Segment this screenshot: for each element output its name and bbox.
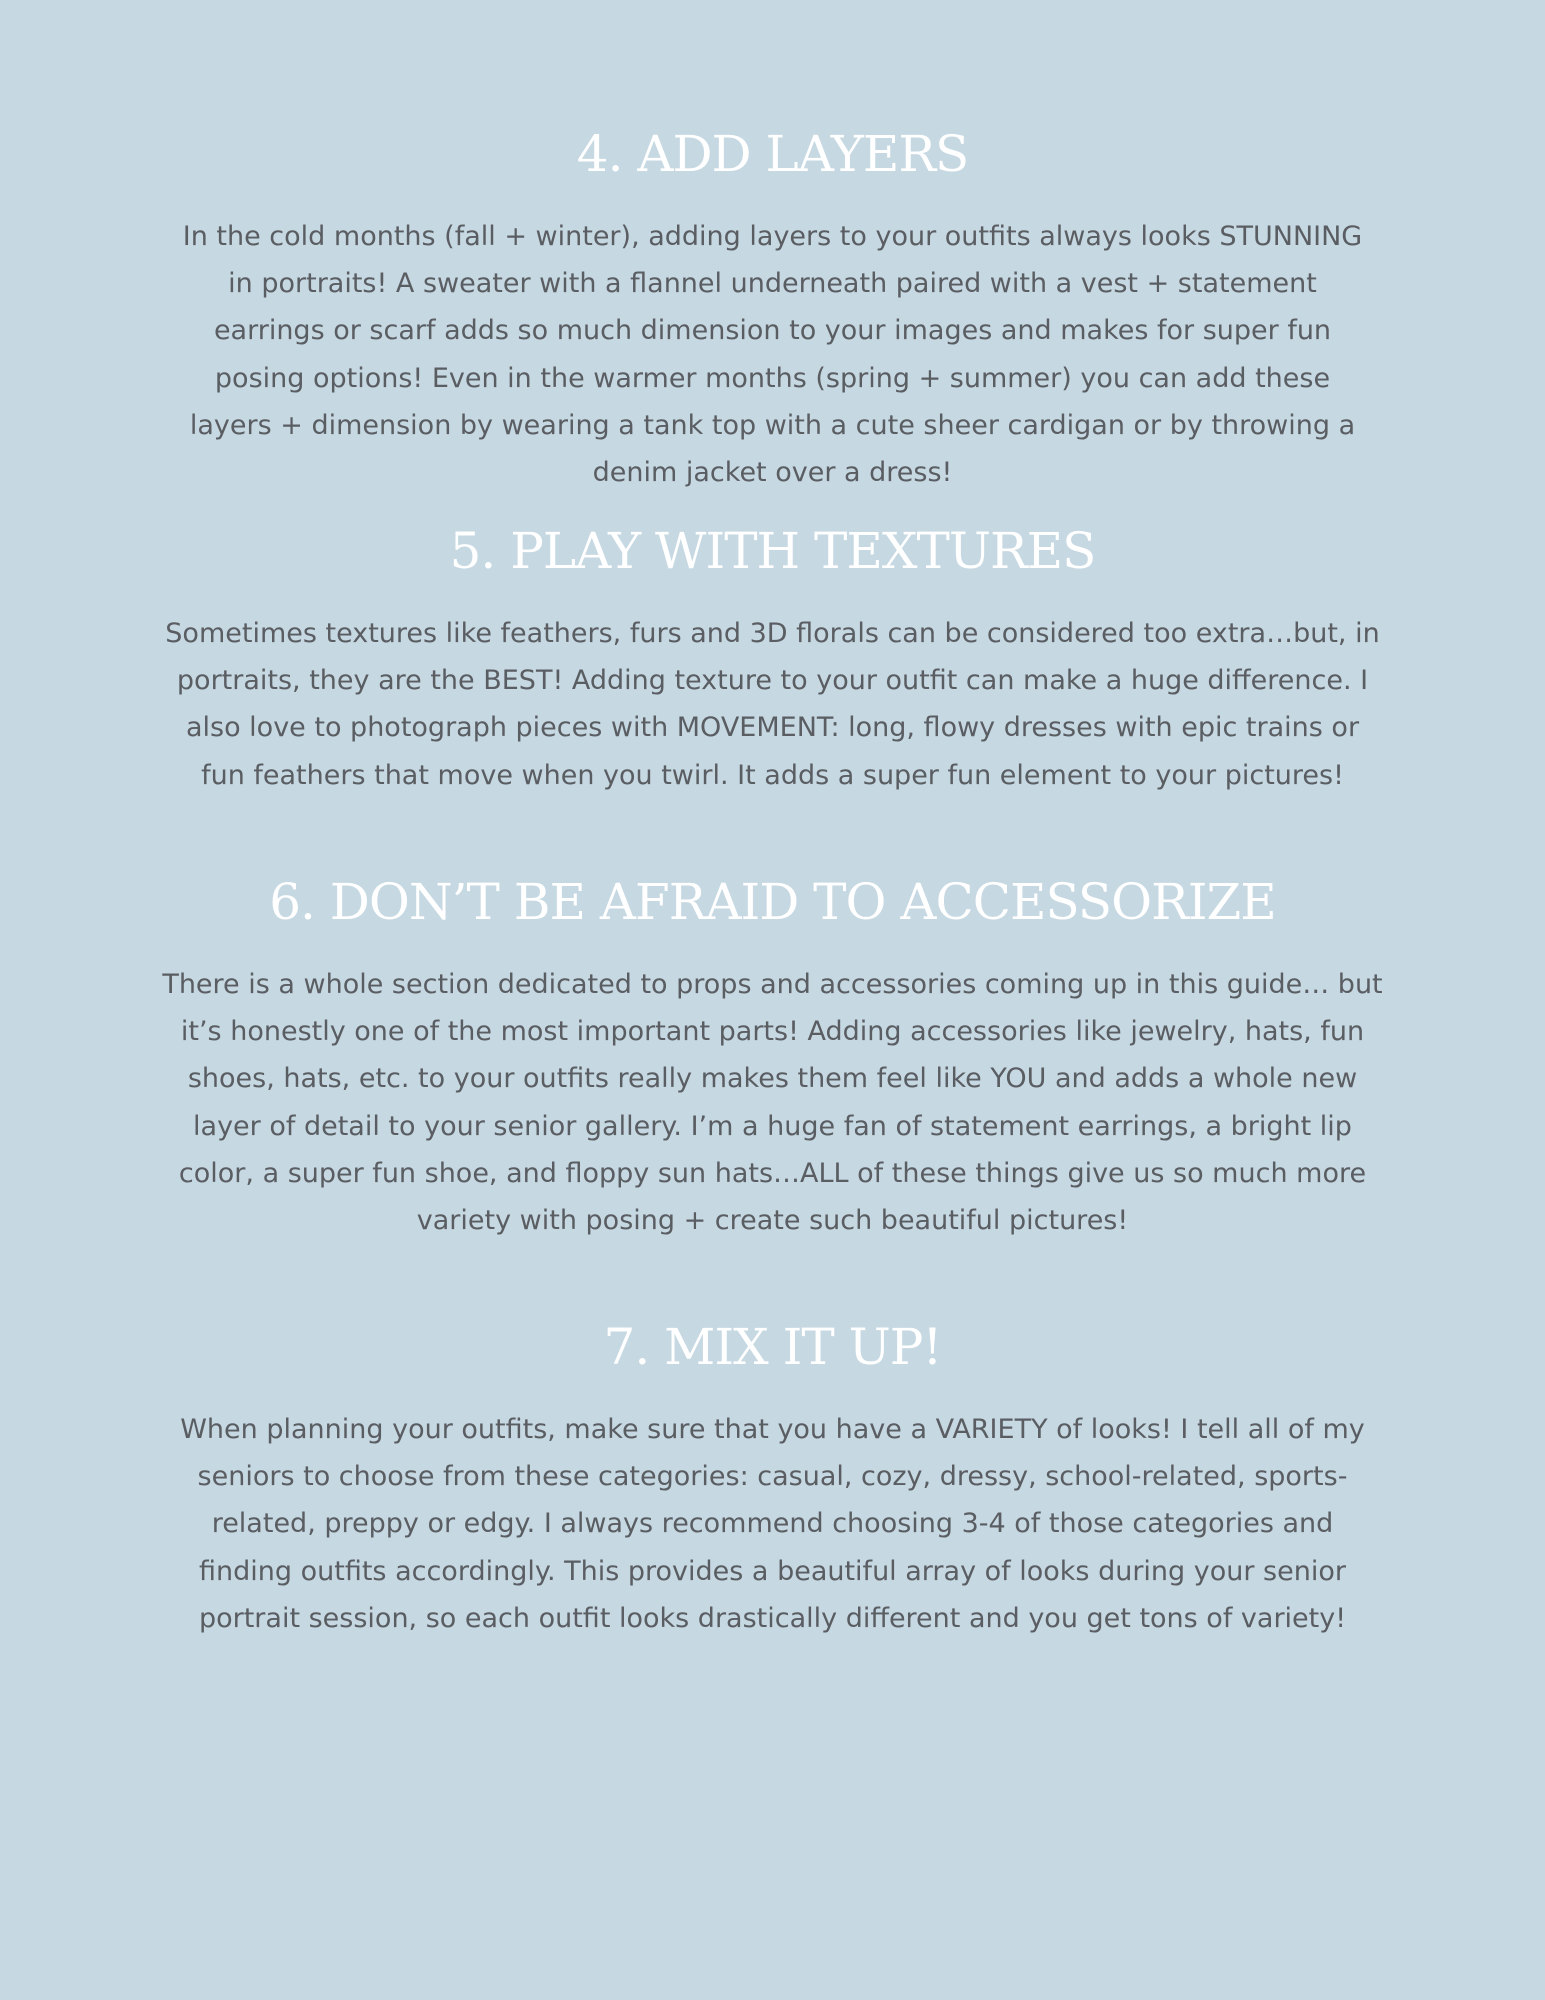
section-body: Sometimes textures like feathers, furs and 3D florals can be considered too extra…but, in portraits, they are the BEST! Adding texture to your outfit can make a huge difference. I also love to photograph pieces with MOVEMENT: long, flowy dresses with epic trains or fun feathers that move when you twirl. It adds a super fun element to your pictures!: [165, 618, 1380, 791]
section-accessorize: [160, 872, 1385, 1244]
section-add-layers: [160, 124, 1385, 496]
section-body: In the cold months (fall + winter), adding layers to your outfits always looks STUNNING in portraits! A sweater with a flannel underneath paired with a vest + statement earrings or scarf adds so much dimension to your images and makes for super fun posing options! Even in the warmer months (spring + summer) you can add these layers + dimension by wearing a tank top with a cute sheer cardigan or by throwing a denim jacket over a dress!: [182, 221, 1363, 489]
section-heading: 5. PLAY WITH TEXTURES: [449, 522, 1096, 580]
section-heading: 4. ADD LAYERS: [576, 125, 969, 183]
section-heading: 7. MIX IT UP!: [603, 1318, 942, 1376]
section-body: There is a whole section dedicated to props and accessories coming up in this guide… but it’s honestly one of the most important parts! Adding accessories like jewelry, hats, fun shoes, hats, etc. to your outfits really makes them feel like YOU and adds a whole new layer of detail to your senior gallery. I’m a huge fan of statement earrings, a bright lip color, a super fun shoe, and floppy sun hats…ALL of these things give us so much more variety with posing + create such beautiful pictures!: [162, 969, 1383, 1237]
section-play-with-textures: [160, 521, 1385, 799]
section-heading: 6. DON’T BE AFRAID TO ACCESSORIZE: [269, 873, 1276, 931]
section-body: When planning your outfits, make sure that you have a VARIETY of looks! I tell all of my seniors to choose from these categories: casual, cozy, dressy, school-related, sports-related, preppy or edgy. I always recommend choosing 3-4 of those categories and finding outfits accordingly. This provides a beautiful array of looks during your senior portrait session, so each outfit looks drastically different and you get tons of variety!: [180, 1414, 1365, 1634]
section-mix-it-up: [160, 1317, 1385, 1642]
